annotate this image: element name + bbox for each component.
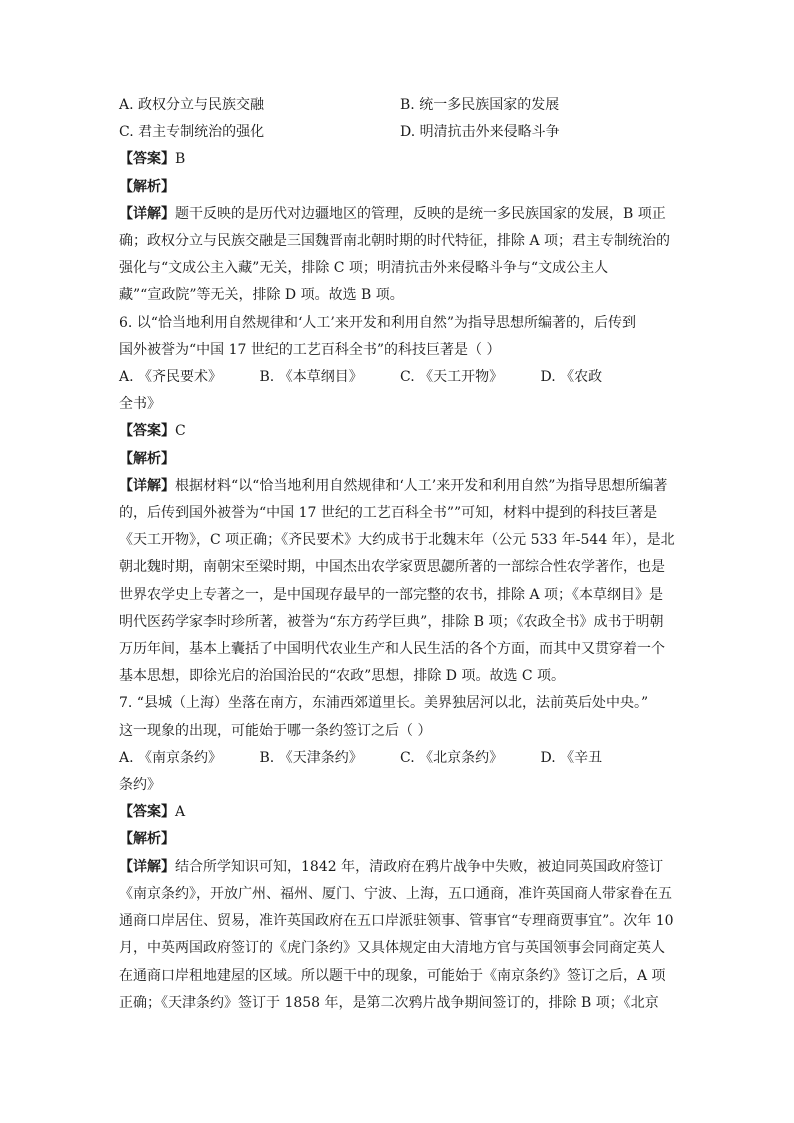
q7-detail-line-1 [119,854,681,881]
q6-option-d[interactable]: D. 《农政 [540,369,603,386]
q5-option-d[interactable]: D. 明清抗击外来侵略斗争 [400,124,560,141]
q5-detail-line-1 [119,201,681,228]
q6-option-d-cont: 全书》 [119,396,161,413]
q6-option-b[interactable]: B. 《本草纲目》 [259,369,363,386]
detail-text: 根据材料“以“恰当地利用自然规律和‘人工’来开发和利用自然”为指导思想所编著 [175,477,668,494]
q5-options-row-1 [119,92,681,119]
document-page [119,92,681,1017]
q6-detail-line-1 [119,473,681,500]
q6-detail-line-6: 明代医药学家李时珍所著，被誉为“东方药学巨典”，排除 B 项；《农政全书》成书于明朝 [119,613,664,630]
q5-analysis-tag: 【解析】 [119,178,175,195]
detail-tag: 【详解】 [119,477,175,494]
q7-stem-line-2: 这一现象的出现，可能始于哪一条约签订之后（ ） [119,722,432,739]
q7-option-c[interactable]: C. 《北京条约》 [400,749,504,766]
detail-tag: 【详解】 [119,858,175,875]
q5-option-c[interactable]: C. 君主专制统治的强化 [119,124,265,141]
q7-options-row [119,745,681,772]
q7-option-a[interactable]: A. 《南京条约》 [119,749,223,766]
answer-tag: 【答案】 [119,804,175,821]
q7-answer [119,799,681,826]
answer-tag: 【答案】 [119,423,175,440]
q6-stem-line-1: 6. 以“恰当地利用自然规律和‘人工’来开发和利用自然”为指导思想所编著的，后传到 [119,314,637,331]
q7-detail-line-5: 在通商口岸租地建屋的区域。所以题干中的现象，可能始于《南京条约》签订之后，A 项 [119,967,666,984]
q6-detail-line-8: 基本思想，即徐光启的治国治民的“农政”思想，排除 D 项。故选 C 项。 [119,668,566,685]
detail-tag: 【详解】 [119,205,175,222]
answer-value: A [175,804,186,821]
q6-stem-line-2: 国外被誉为“中国 17 世纪的工艺百科全书”的科技巨著是（ ） [119,341,501,358]
q7-option-b[interactable]: B. 《天津条约》 [259,749,363,766]
detail-text: 题干反映的是历代对边疆地区的管理，反映的是统一多民族国家的发展，B 项正 [175,205,666,222]
q5-option-a[interactable]: A. 政权分立与民族交融 [119,97,265,113]
q7-analysis-tag: 【解析】 [119,831,175,848]
answer-value: C [175,423,186,440]
q6-answer [119,418,681,445]
q5-detail-line-4: 藏”“宣政院”等无关，排除 D 项。故选 B 项。 [119,287,404,304]
q5-detail-line-3: 强化与“文成公主入藏”无关，排除 C 项；明清抗击外来侵略斗争与“文成公主人 [119,260,609,277]
answer-tag: 【答案】 [119,151,175,168]
q5-answer [119,146,681,173]
q7-option-d[interactable]: D. 《辛丑 [540,749,603,766]
q5-option-b[interactable]: B. 统一多民族国家的发展 [400,97,560,113]
q6-analysis-tag: 【解析】 [119,450,175,467]
q6-detail-line-4: 朝北魏时期，南朝宋至梁时期，中国杰出农学家贾思勰所著的一部综合性农学著作，也是 [119,559,665,576]
q6-detail-line-5: 世界农学史上专著之一，是中国现存最早的一部完整的农书，排除 A 项；《本草纲目》是 [119,586,664,603]
q7-stem-line-1: 7. “县城（上海）坐落在南方，东浦西郊道里长。美界独居河以北，法前英后处中央。” [119,695,649,712]
answer-value: B [175,151,186,168]
q6-detail-line-2: 的，后传到国外被誉为“中国 17 世纪的工艺百科全书””可知，材料中提到的科技巨著是 [119,505,658,522]
q6-options-row [119,364,681,391]
q7-detail-line-4: 月，中英两国政府签订的《虎门条约》又具体规定由大清地方官与英国领事会同商定英人 [119,940,665,957]
q5-options-row-2 [119,119,681,146]
q7-detail-line-3: 通商口岸居住、贸易，准许英国政府在五口岸派驻领事、管事官“专理商贾事宜”。次年 10 [119,913,674,930]
q7-detail-line-6: 正确；《天津条约》签订于 1858 年，是第二次鸦片战争期间签订的，排除 B 项；《北京 [119,994,659,1011]
q7-option-d-cont: 条约》 [119,777,161,794]
q7-detail-line-2: 《南京条约》，开放广州、福州、厦门、宁波、上海，五口通商，准许英国商人带家眷在五 [119,885,672,902]
q6-option-c[interactable]: C. 《天工开物》 [400,369,504,386]
q6-detail-line-7: 万历年间，基本上囊括了中国明代农业生产和人民生活的各个方面，而其中又贯穿着一个 [119,641,665,658]
detail-text: 结合所学知识可知，1842 年，清政府在鸦片战争中失败，被迫同英国政府签订 [175,858,664,875]
q6-option-a[interactable]: A. 《齐民要术》 [119,369,223,386]
q5-detail-line-2: 确；政权分立与民族交融是三国魏晋南北朝时期的时代特征，排除 A 项；君主专制统治的 [119,233,671,250]
q6-detail-line-3: 《天工开物》，C 项正确；《齐民要术》大约成书于北魏末年（公元 533 年-544 年），是北 [119,532,675,549]
